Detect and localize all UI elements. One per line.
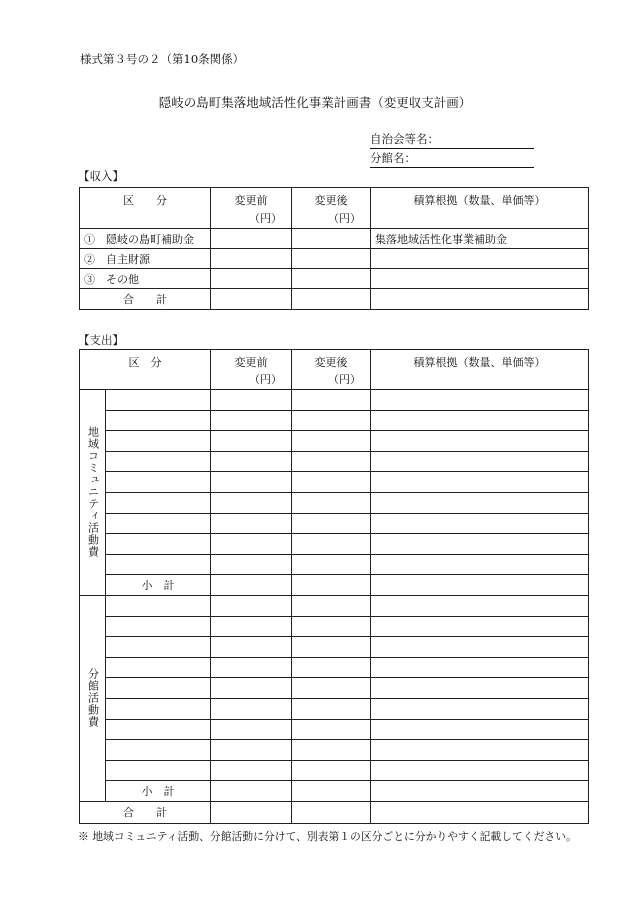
expense-cell-before[interactable]	[211, 760, 292, 781]
expense-cell-after[interactable]	[292, 678, 371, 699]
table-row	[80, 719, 589, 740]
expense-item-cell[interactable]	[106, 719, 211, 740]
expense-cell-before[interactable]	[211, 678, 292, 699]
income-cell-after[interactable]	[292, 229, 371, 249]
expense-cell-basis[interactable]	[371, 616, 589, 637]
table-row	[80, 410, 589, 431]
expense-cell-before[interactable]	[211, 390, 292, 411]
income-header-basis: 積算根拠（数量、単価等）	[371, 188, 589, 229]
expense-section-label: 【支出】	[78, 333, 124, 347]
expense-header-category: 区 分	[80, 350, 211, 390]
income-section-label: 【収入】	[78, 169, 124, 183]
income-table	[79, 187, 589, 310]
expense-cell-basis[interactable]	[371, 472, 589, 493]
expense-cell-basis[interactable]	[371, 678, 589, 699]
table-row	[80, 390, 589, 411]
expense-total-before[interactable]	[211, 801, 292, 823]
income-row-label: ① 隠岐の島町補助金	[80, 229, 211, 249]
expense-cell-after[interactable]	[292, 390, 371, 411]
expense-subtotal-basis[interactable]	[371, 781, 589, 802]
expense-total-basis[interactable]	[371, 801, 589, 823]
table-row	[80, 451, 589, 472]
expense-cell-basis[interactable]	[371, 513, 589, 534]
table-row	[80, 657, 589, 678]
expense-header-after-unit: （円）	[328, 373, 361, 386]
expense-cell-basis[interactable]	[371, 451, 589, 472]
expense-cell-basis[interactable]	[371, 637, 589, 658]
income-cell-after[interactable]	[292, 249, 371, 269]
expense-item-cell[interactable]	[106, 678, 211, 699]
table-row	[80, 472, 589, 493]
expense-cell-before[interactable]	[211, 534, 292, 555]
expense-item-cell[interactable]	[106, 616, 211, 637]
table-row	[80, 637, 589, 658]
expense-cell-basis[interactable]	[371, 657, 589, 678]
expense-cell-basis[interactable]	[371, 492, 589, 513]
expense-cell-before[interactable]	[211, 451, 292, 472]
expense-cell-basis[interactable]	[371, 740, 589, 761]
association-name-field[interactable]	[370, 131, 534, 149]
income-total-basis[interactable]	[371, 289, 589, 310]
income-header-before-title: 変更前	[234, 194, 268, 207]
table-row	[80, 698, 589, 719]
branch-hall-name-label: 分館名：	[370, 150, 534, 168]
expense-item-cell[interactable]	[106, 740, 211, 761]
expense-cell-after[interactable]	[292, 554, 371, 575]
table-row	[80, 269, 589, 289]
expense-cell-basis[interactable]	[371, 554, 589, 575]
expense-header-after-title: 変更後	[314, 356, 348, 369]
expense-cell-before[interactable]	[211, 719, 292, 740]
table-row	[80, 595, 589, 616]
expense-cell-before[interactable]	[211, 740, 292, 761]
expense-cell-basis[interactable]	[371, 719, 589, 740]
expense-header-basis: 積算根拠（数量、単価等）	[371, 350, 589, 390]
income-header-before	[211, 188, 292, 229]
income-header-before-unit: （円）	[249, 212, 282, 225]
expense-header-before-unit: （円）	[249, 373, 282, 386]
income-row-label: ③ その他	[80, 269, 211, 289]
expense-item-cell[interactable]	[106, 760, 211, 781]
expense-cell-before[interactable]	[211, 513, 292, 534]
income-header-after-title: 変更後	[314, 194, 348, 207]
expense-cell-after[interactable]	[292, 760, 371, 781]
expense-cell-after[interactable]	[292, 513, 371, 534]
expense-cell-after[interactable]	[292, 719, 371, 740]
expense-cell-before[interactable]	[211, 472, 292, 493]
expense-item-cell[interactable]	[106, 534, 211, 555]
expense-subtotal-after[interactable]	[292, 781, 371, 802]
table-row	[80, 554, 589, 575]
expense-cell-before[interactable]	[211, 410, 292, 431]
table-row	[80, 740, 589, 761]
income-header-category: 区 分	[80, 188, 211, 229]
income-header-after-unit: （円）	[328, 212, 361, 225]
expense-item-cell[interactable]	[106, 698, 211, 719]
expense-cell-before[interactable]	[211, 554, 292, 575]
expense-cell-before[interactable]	[211, 616, 292, 637]
income-total-before[interactable]	[211, 289, 292, 310]
income-row-label: ② 自主財源	[80, 249, 211, 269]
expense-cell-before[interactable]	[211, 698, 292, 719]
income-cell-basis[interactable]	[371, 269, 589, 289]
expense-cell-after[interactable]	[292, 698, 371, 719]
expense-header-after	[292, 350, 371, 390]
table-row	[80, 431, 589, 452]
income-cell-before[interactable]	[211, 249, 292, 269]
expense-group-name: 地域コミュニティ活動費	[80, 390, 106, 596]
expense-cell-before[interactable]	[211, 595, 292, 616]
subtotal-row	[80, 781, 589, 802]
expense-cell-before[interactable]	[211, 492, 292, 513]
expense-cell-basis[interactable]	[371, 760, 589, 781]
expense-cell-basis[interactable]	[371, 698, 589, 719]
expense-subtotal-before[interactable]	[211, 575, 292, 596]
expense-subtotal-label: 小 計	[106, 781, 211, 802]
table-row	[80, 513, 589, 534]
expense-cell-basis[interactable]	[371, 431, 589, 452]
expense-cell-basis[interactable]	[371, 410, 589, 431]
expense-header-before-title: 変更前	[234, 356, 268, 369]
expense-cell-basis[interactable]	[371, 534, 589, 555]
expense-item-cell[interactable]	[106, 472, 211, 493]
expense-subtotal-before[interactable]	[211, 781, 292, 802]
expense-cell-after[interactable]	[292, 534, 371, 555]
expense-group-name: 分館活動費	[80, 595, 106, 801]
table-row	[80, 492, 589, 513]
income-cell-basis[interactable]	[371, 249, 589, 269]
expense-item-cell[interactable]	[106, 554, 211, 575]
branch-hall-name-field[interactable]	[370, 150, 534, 168]
income-total-after[interactable]	[292, 289, 371, 310]
expense-total-after[interactable]	[292, 801, 371, 823]
expense-item-cell[interactable]	[106, 431, 211, 452]
expense-total-label: 合 計	[80, 801, 211, 823]
income-cell-after[interactable]	[292, 269, 371, 289]
expense-cell-after[interactable]	[292, 410, 371, 431]
income-cell-before[interactable]	[211, 229, 292, 249]
document-title: 隠岐の島町集落地域活性化事業計画書（変更収支計画）	[158, 95, 472, 110]
income-total-label: 合 計	[80, 289, 211, 310]
expense-cell-after[interactable]	[292, 492, 371, 513]
expense-item-cell[interactable]	[106, 451, 211, 472]
income-cell-before[interactable]	[211, 269, 292, 289]
expense-item-cell[interactable]	[106, 513, 211, 534]
expense-item-cell[interactable]	[106, 410, 211, 431]
expense-item-cell[interactable]	[106, 492, 211, 513]
subtotal-row	[80, 575, 589, 596]
expense-cell-after[interactable]	[292, 431, 371, 452]
expense-cell-before[interactable]	[211, 637, 292, 658]
expense-cell-basis[interactable]	[371, 390, 589, 411]
table-row	[80, 616, 589, 637]
footnote: ※ 地域コミュニティ活動、分館活動に分けて、別表第１の区分ごとに分かりやすく記載してください。	[78, 830, 577, 843]
income-header-after	[292, 188, 371, 229]
form-number: 様式第３号の２（第10条関係）	[80, 52, 245, 66]
expense-item-cell[interactable]	[106, 637, 211, 658]
table-row	[80, 289, 589, 310]
expense-cell-before[interactable]	[211, 657, 292, 678]
table-row	[80, 249, 589, 269]
expense-item-cell[interactable]	[106, 657, 211, 678]
expense-cell-before[interactable]	[211, 431, 292, 452]
expense-subtotal-after[interactable]	[292, 575, 371, 596]
table-row	[80, 534, 589, 555]
table-row	[80, 229, 589, 249]
table-row	[80, 678, 589, 699]
expense-cell-after[interactable]	[292, 472, 371, 493]
expense-cell-after[interactable]	[292, 740, 371, 761]
expense-cell-after[interactable]	[292, 637, 371, 658]
expense-table	[79, 349, 589, 824]
expense-item-cell[interactable]	[106, 595, 211, 616]
expense-cell-after[interactable]	[292, 595, 371, 616]
association-name-label: 自治会等名：	[370, 131, 534, 149]
expense-cell-after[interactable]	[292, 616, 371, 637]
expense-subtotal-label: 小 計	[106, 575, 211, 596]
table-row	[80, 760, 589, 781]
expense-item-cell[interactable]	[106, 390, 211, 411]
expense-cell-after[interactable]	[292, 451, 371, 472]
expense-header-before	[211, 350, 292, 390]
total-row	[80, 801, 589, 823]
expense-subtotal-basis[interactable]	[371, 575, 589, 596]
expense-cell-basis[interactable]	[371, 595, 589, 616]
income-cell-basis[interactable]: 集落地域活性化事業補助金	[371, 229, 589, 249]
expense-cell-after[interactable]	[292, 657, 371, 678]
